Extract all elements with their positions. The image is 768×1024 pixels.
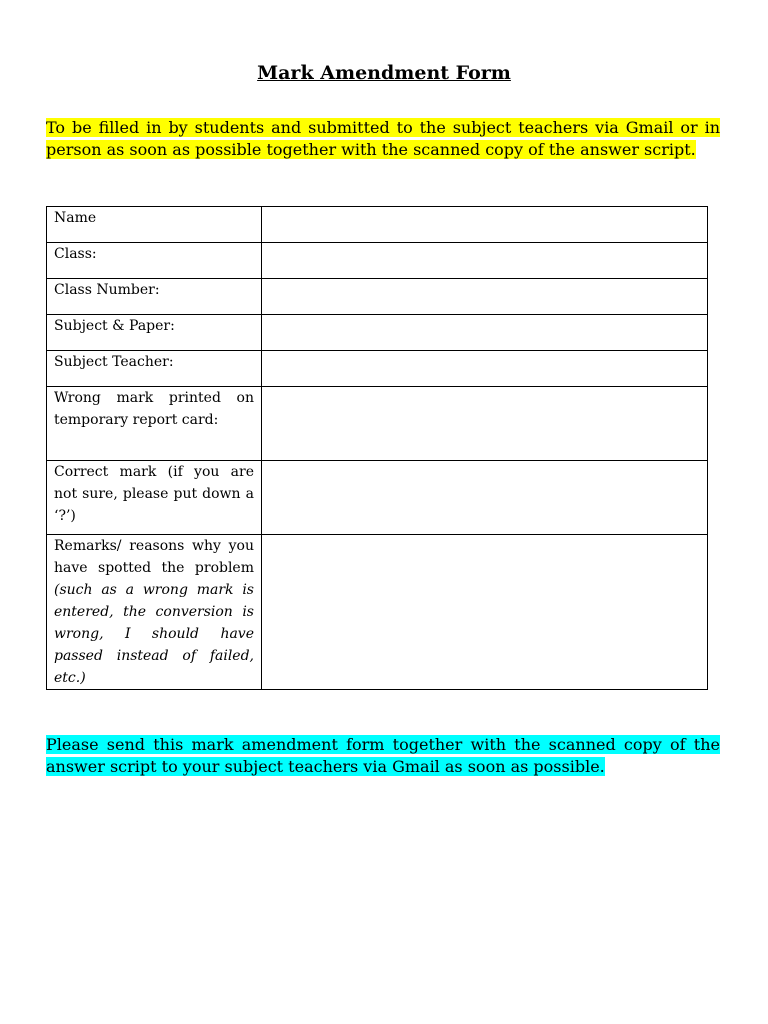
amendment-form-table <box>46 206 708 690</box>
form-row-name <box>47 207 708 243</box>
row-label: Correct mark (if you are not sure, please put down a ‘?’) <box>47 461 262 535</box>
row-label: Subject & Paper: <box>47 315 262 351</box>
class-field[interactable] <box>262 243 708 279</box>
form-row-wrong-mark <box>47 387 708 461</box>
correct-mark-field[interactable] <box>262 461 708 535</box>
closing-paragraph <box>46 734 720 778</box>
subject-paper-field[interactable] <box>262 315 708 351</box>
name-field[interactable] <box>262 207 708 243</box>
row-label: Name <box>47 207 262 243</box>
page-title: Mark Amendment Form <box>257 62 511 84</box>
remarks-label: Remarks/ reasons why you have spotted the problem <box>54 538 254 576</box>
intro-text: To be filled in by students and submitted to the subject teachers via Gmail or in person as soon as possible together with the scanned copy of the answer script. <box>46 118 720 159</box>
form-row-correct-mark <box>47 461 708 535</box>
subject-teacher-field[interactable] <box>262 351 708 387</box>
row-label: Wrong mark printed on temporary report card: <box>47 387 262 461</box>
intro-paragraph <box>46 117 720 161</box>
form-row-subject-paper <box>47 315 708 351</box>
form-row-class-number <box>47 279 708 315</box>
remarks-field[interactable] <box>262 535 708 690</box>
form-row-class <box>47 243 708 279</box>
form-row-subject-teacher <box>47 351 708 387</box>
row-label-remarks <box>47 535 262 690</box>
row-label: Subject Teacher: <box>47 351 262 387</box>
row-label: Class Number: <box>47 279 262 315</box>
remarks-hint: (such as a wrong mark is entered, the conversion is wrong, I should have passed instead of failed, etc.) <box>54 582 254 686</box>
wrong-mark-field[interactable] <box>262 387 708 461</box>
closing-text: Please send this mark amendment form together with the scanned copy of the answer script to your subject teachers via Gmail as soon as possible. <box>46 735 720 776</box>
class-number-field[interactable] <box>262 279 708 315</box>
form-row-remarks <box>47 535 708 690</box>
row-label: Class: <box>47 243 262 279</box>
